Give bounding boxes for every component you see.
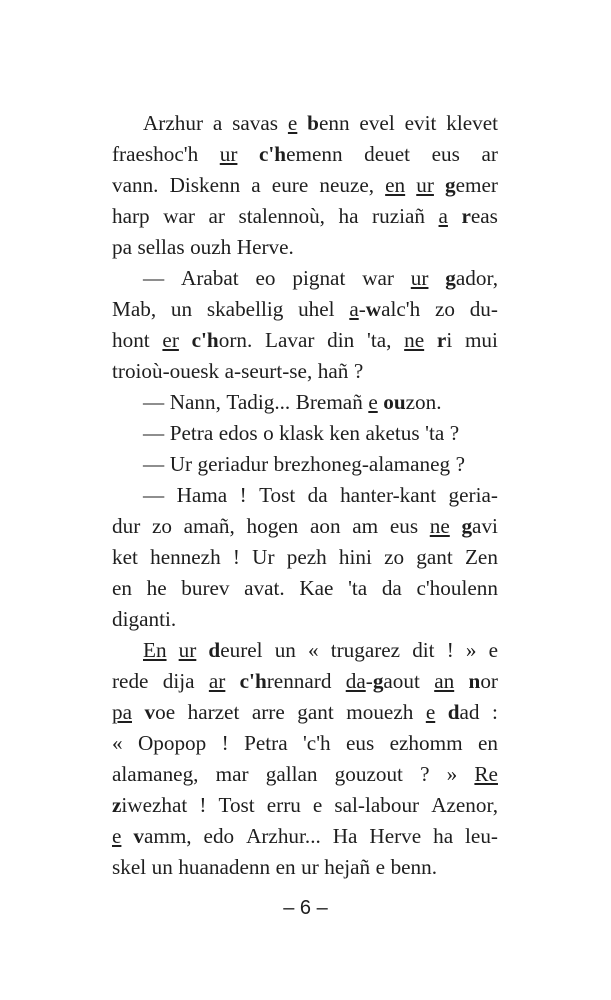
word: fraeshoc'h <box>112 142 199 166</box>
word: ar <box>208 669 226 693</box>
word: ruziañ <box>372 204 425 228</box>
word: c'hemenn <box>259 142 343 166</box>
word: Azenor, <box>431 793 498 817</box>
word: gallan <box>265 762 318 786</box>
word: a <box>438 204 448 228</box>
word: ziwezhat <box>112 793 188 817</box>
word: gant <box>416 545 453 569</box>
word: Opopop <box>137 731 207 755</box>
word: uhel <box>298 297 335 321</box>
word: amañ, <box>183 514 235 538</box>
word: ur <box>178 638 197 662</box>
word: am <box>352 514 379 538</box>
word: nor <box>468 669 498 693</box>
word: zo <box>434 297 455 321</box>
word: ? <box>455 452 466 476</box>
word: — <box>143 452 165 476</box>
word: gant <box>297 700 334 724</box>
word: eus <box>346 731 375 755</box>
word: pa <box>112 700 132 724</box>
word: un <box>170 297 193 321</box>
text-line <box>112 418 498 449</box>
word: dija <box>162 669 195 693</box>
word: gouzout <box>334 762 403 786</box>
text-line <box>112 356 498 387</box>
text-line <box>112 728 498 759</box>
word: Mab, <box>112 297 157 321</box>
text-line <box>112 480 498 511</box>
word: ? <box>449 421 460 445</box>
word: e <box>488 638 498 662</box>
word: hennezh <box>150 545 221 569</box>
word: war <box>163 204 195 228</box>
word: da <box>307 483 328 507</box>
word: skel <box>112 855 147 879</box>
word: ken <box>329 421 360 445</box>
word: war <box>362 266 394 290</box>
word: Herve <box>369 824 422 848</box>
word: dad <box>447 700 480 724</box>
word: a-walc'h <box>349 297 421 321</box>
word: geriadur <box>197 452 269 476</box>
word: 'ta, <box>367 328 392 352</box>
text-line <box>112 852 498 883</box>
word: diganti. <box>112 607 177 631</box>
word: leu- <box>465 824 498 848</box>
word: en <box>477 731 498 755</box>
word: harzet <box>187 700 240 724</box>
paragraph <box>112 387 498 418</box>
text-line <box>112 387 498 418</box>
word: — <box>143 266 165 290</box>
word: an <box>434 669 455 693</box>
word: dit <box>412 638 435 662</box>
word: e <box>425 700 436 724</box>
word: mouezh <box>346 700 414 724</box>
word: Ha <box>332 824 358 848</box>
word: pignat <box>292 266 346 290</box>
word: « <box>112 731 123 755</box>
word: ! <box>446 638 454 662</box>
text-line <box>112 759 498 790</box>
word: ne <box>429 514 450 538</box>
word: da-gaout <box>345 669 420 693</box>
word: ar <box>208 204 225 228</box>
word: ? <box>353 359 364 383</box>
word: ! <box>239 483 247 507</box>
word: evel <box>359 111 395 135</box>
word: gemer <box>445 173 498 197</box>
text-line <box>112 635 498 666</box>
text-line <box>112 666 498 697</box>
word: zo <box>384 545 405 569</box>
word: 'c'h <box>302 731 331 755</box>
word: c'horn. <box>191 328 253 352</box>
word: brezhoneg-alamaneg <box>273 452 451 476</box>
text-line <box>112 108 498 139</box>
word: Re <box>474 762 498 786</box>
word: e <box>112 824 122 848</box>
word: rede <box>112 669 149 693</box>
word: Ur <box>252 545 275 569</box>
word: edos <box>218 421 258 445</box>
text-line <box>112 821 498 852</box>
paragraph <box>112 263 498 387</box>
word: un <box>151 855 173 879</box>
page-text <box>112 108 498 883</box>
word: — <box>143 390 165 414</box>
word: benn. <box>390 855 438 879</box>
word: » <box>465 638 477 662</box>
word: Kae <box>299 576 334 600</box>
word: : <box>492 700 498 724</box>
text-line <box>112 263 498 294</box>
word: sellas <box>137 235 185 259</box>
word: Petra <box>169 421 214 445</box>
word: neuze, <box>319 173 375 197</box>
word: avat. <box>244 576 285 600</box>
word: voe <box>144 700 176 724</box>
word: pezh <box>286 545 327 569</box>
text-line <box>112 201 498 232</box>
word: er <box>162 328 179 352</box>
page-number: – 6 – <box>283 897 328 919</box>
word: — <box>143 421 165 445</box>
word: e <box>368 390 378 414</box>
word: skabellig <box>206 297 284 321</box>
word: ne <box>404 328 425 352</box>
word: burev <box>181 576 230 600</box>
word: ! <box>221 731 229 755</box>
word: he <box>146 576 167 600</box>
paragraph <box>112 635 498 883</box>
word: Petra <box>244 731 288 755</box>
word: — <box>143 483 165 507</box>
word: erru <box>266 793 301 817</box>
word: alamaneg, <box>112 762 199 786</box>
word: Ur <box>169 452 193 476</box>
text-line <box>112 139 498 170</box>
word: En <box>143 638 167 662</box>
word: klask <box>279 421 324 445</box>
word: da <box>381 576 402 600</box>
word: e <box>375 855 386 879</box>
word: Tadig... <box>226 390 291 414</box>
word: un <box>274 638 296 662</box>
word: en <box>275 855 296 879</box>
text-line <box>112 604 498 635</box>
word: ha <box>338 204 359 228</box>
word: hont <box>112 328 150 352</box>
word: a <box>212 111 223 135</box>
word: ha <box>433 824 454 848</box>
word: ezhomm <box>389 731 463 755</box>
word: ur <box>410 266 429 290</box>
word: vann. <box>112 173 159 197</box>
word: c'hrennard <box>239 669 332 693</box>
word: Arabat <box>181 266 239 290</box>
word: aon <box>309 514 341 538</box>
text-line <box>112 790 498 821</box>
word: sal-labour <box>334 793 420 817</box>
word: ouzh <box>190 235 232 259</box>
word: arre <box>251 700 285 724</box>
word: ! <box>199 793 207 817</box>
word: c'houlenn <box>416 576 498 600</box>
word: Tost <box>218 793 255 817</box>
word: eus <box>389 514 419 538</box>
word: trugarez <box>330 638 401 662</box>
word: ur <box>219 142 238 166</box>
word: aketus <box>365 421 420 445</box>
word: din <box>327 328 355 352</box>
word: ? <box>420 762 430 786</box>
word: zo <box>151 514 172 538</box>
word: en <box>112 576 132 600</box>
word: gador, <box>445 266 498 290</box>
paragraph <box>112 449 498 480</box>
paragraph <box>112 480 498 635</box>
word: Bremañ <box>295 390 363 414</box>
word: stalennoù, <box>238 204 325 228</box>
word: Diskenn <box>169 173 241 197</box>
word: troioù-ouesk <box>112 359 220 383</box>
word: savas <box>232 111 279 135</box>
word: eure <box>271 173 309 197</box>
word: Arzhur... <box>246 824 321 848</box>
word: huanadenn <box>178 855 271 879</box>
word: ur <box>301 855 319 879</box>
word: harp <box>112 204 150 228</box>
word: Lavar <box>265 328 315 352</box>
word: edo <box>203 824 235 848</box>
word: mui <box>464 328 498 352</box>
word: eus <box>431 142 460 166</box>
word: geria- <box>448 483 498 507</box>
text-line <box>112 232 498 263</box>
word: Herve. <box>236 235 294 259</box>
word: mar <box>215 762 249 786</box>
word: e <box>287 111 298 135</box>
word: ri <box>436 328 453 352</box>
word: Hama <box>176 483 228 507</box>
word: o <box>263 421 274 445</box>
word: deurel <box>208 638 263 662</box>
text-line <box>112 294 498 325</box>
word: gavi <box>461 514 498 538</box>
word: hini <box>338 545 372 569</box>
word: a <box>251 173 261 197</box>
word: hañ <box>317 359 349 383</box>
word: benn <box>307 111 350 135</box>
word: a-seurt-se, <box>224 359 313 383</box>
text-line <box>112 449 498 480</box>
text-line <box>112 697 498 728</box>
word: en <box>385 173 406 197</box>
paragraph <box>112 108 498 263</box>
word: deuet <box>364 142 411 166</box>
word: ! <box>232 545 240 569</box>
word: pa <box>112 235 132 259</box>
word: Nann, <box>169 390 221 414</box>
word: Tost <box>259 483 296 507</box>
word: ar <box>481 142 498 166</box>
text-line <box>112 325 498 356</box>
word: eo <box>255 266 276 290</box>
text-line <box>112 573 498 604</box>
word: » <box>446 762 458 786</box>
text-line <box>112 511 498 542</box>
word: hanter-kant <box>340 483 437 507</box>
paragraph <box>112 418 498 449</box>
word: evit <box>404 111 437 135</box>
word: e <box>312 793 323 817</box>
word: dur <box>112 514 141 538</box>
word: ur <box>416 173 434 197</box>
word: 'ta <box>348 576 368 600</box>
word: ouzon. <box>383 390 442 414</box>
word: vamm, <box>133 824 192 848</box>
word: Arzhur <box>143 111 204 135</box>
text-line <box>112 170 498 201</box>
word: 'ta <box>425 421 445 445</box>
word: hejañ <box>324 855 371 879</box>
word: « <box>307 638 319 662</box>
word: reas <box>461 204 498 228</box>
text-line <box>112 542 498 573</box>
word: klevet <box>446 111 498 135</box>
word: ket <box>112 545 138 569</box>
word: hogen <box>246 514 299 538</box>
word: Zen <box>464 545 498 569</box>
word: du- <box>469 297 498 321</box>
